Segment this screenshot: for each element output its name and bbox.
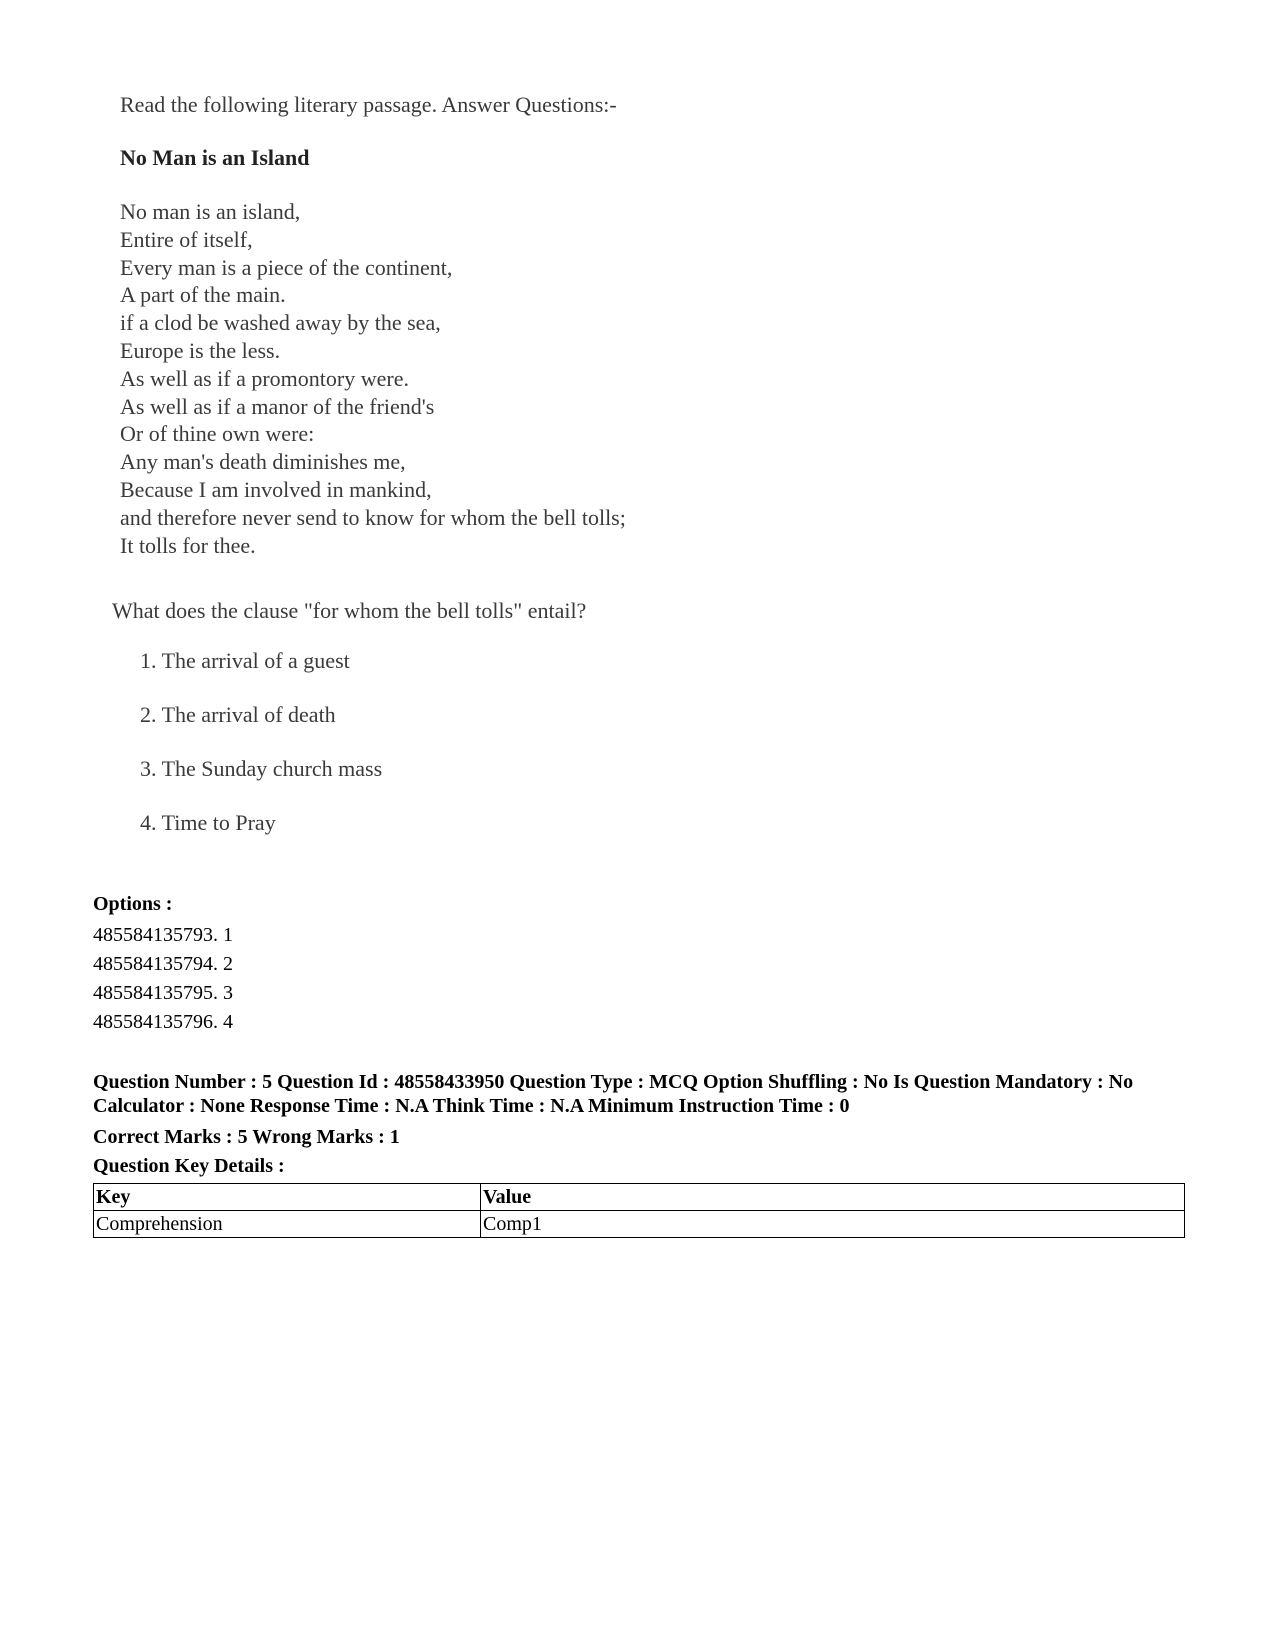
poem-line: Europe is the less. [120, 337, 281, 363]
poem-line: Any man's death diminishes me, [120, 449, 406, 475]
answer-choice: 2. The arrival of death [140, 702, 336, 727]
answer-choice: 3. The Sunday church mass [140, 756, 383, 781]
poem-line: As well as if a promontory were. [120, 365, 409, 391]
question-marks: Correct Marks : 5 Wrong Marks : 1 [93, 1126, 400, 1148]
question-text: What does the clause "for whom the bell tolls" entail? [112, 598, 587, 623]
table-header-key: Key [94, 1184, 481, 1211]
answer-choice: 1. The arrival of a guest [140, 648, 350, 673]
option-item: 485584135794. 2 [93, 953, 233, 975]
poem-line: No man is an island, [120, 199, 301, 224]
table-cell-value: Comp1 [481, 1211, 1185, 1238]
table-cell-key: Comprehension [94, 1211, 481, 1238]
answer-choices [140, 648, 382, 864]
poem-body [120, 198, 626, 559]
poem-title: No Man is an Island [120, 145, 310, 170]
table-row [94, 1211, 1185, 1238]
option-item: 485584135796. 4 [93, 1011, 233, 1033]
table-header-row [94, 1184, 1185, 1211]
poem-line: A part of the main. [120, 282, 286, 308]
poem-line: Or of thine own were: [120, 421, 315, 447]
key-details-table [93, 1183, 1185, 1238]
option-item: 485584135793. 1 [93, 924, 233, 946]
options-label: Options : [93, 893, 173, 915]
poem-line: Every man is a piece of the continent, [120, 254, 453, 280]
poem-line: Entire of itself, [120, 226, 253, 252]
poem-line: and therefore never send to know for whom the bell tolls; [120, 504, 626, 530]
option-item: 485584135795. 3 [93, 982, 233, 1004]
passage-instruction: Read the following literary passage. Answer Questions:- [120, 92, 617, 117]
table-header-value: Value [481, 1184, 1185, 1211]
question-details: Question Number : 5 Question Id : 48558433950 Question Type : MCQ Option Shuffling : No Is Question Mandatory : No Calculator : None Response Time : N.A Think Time : N.A Minimum Instruction Time : 0 [93, 1071, 1134, 1117]
poem-line: if a clod be washed away by the sea, [120, 310, 441, 336]
poem-line: Because I am involved in mankind, [120, 476, 432, 502]
answer-choice: 4. Time to Pray [140, 810, 276, 835]
poem-line: It tolls for thee. [120, 532, 256, 558]
poem-line: As well as if a manor of the friend's [120, 393, 435, 419]
key-details-label: Question Key Details : [93, 1155, 285, 1177]
options-list [93, 921, 233, 1037]
